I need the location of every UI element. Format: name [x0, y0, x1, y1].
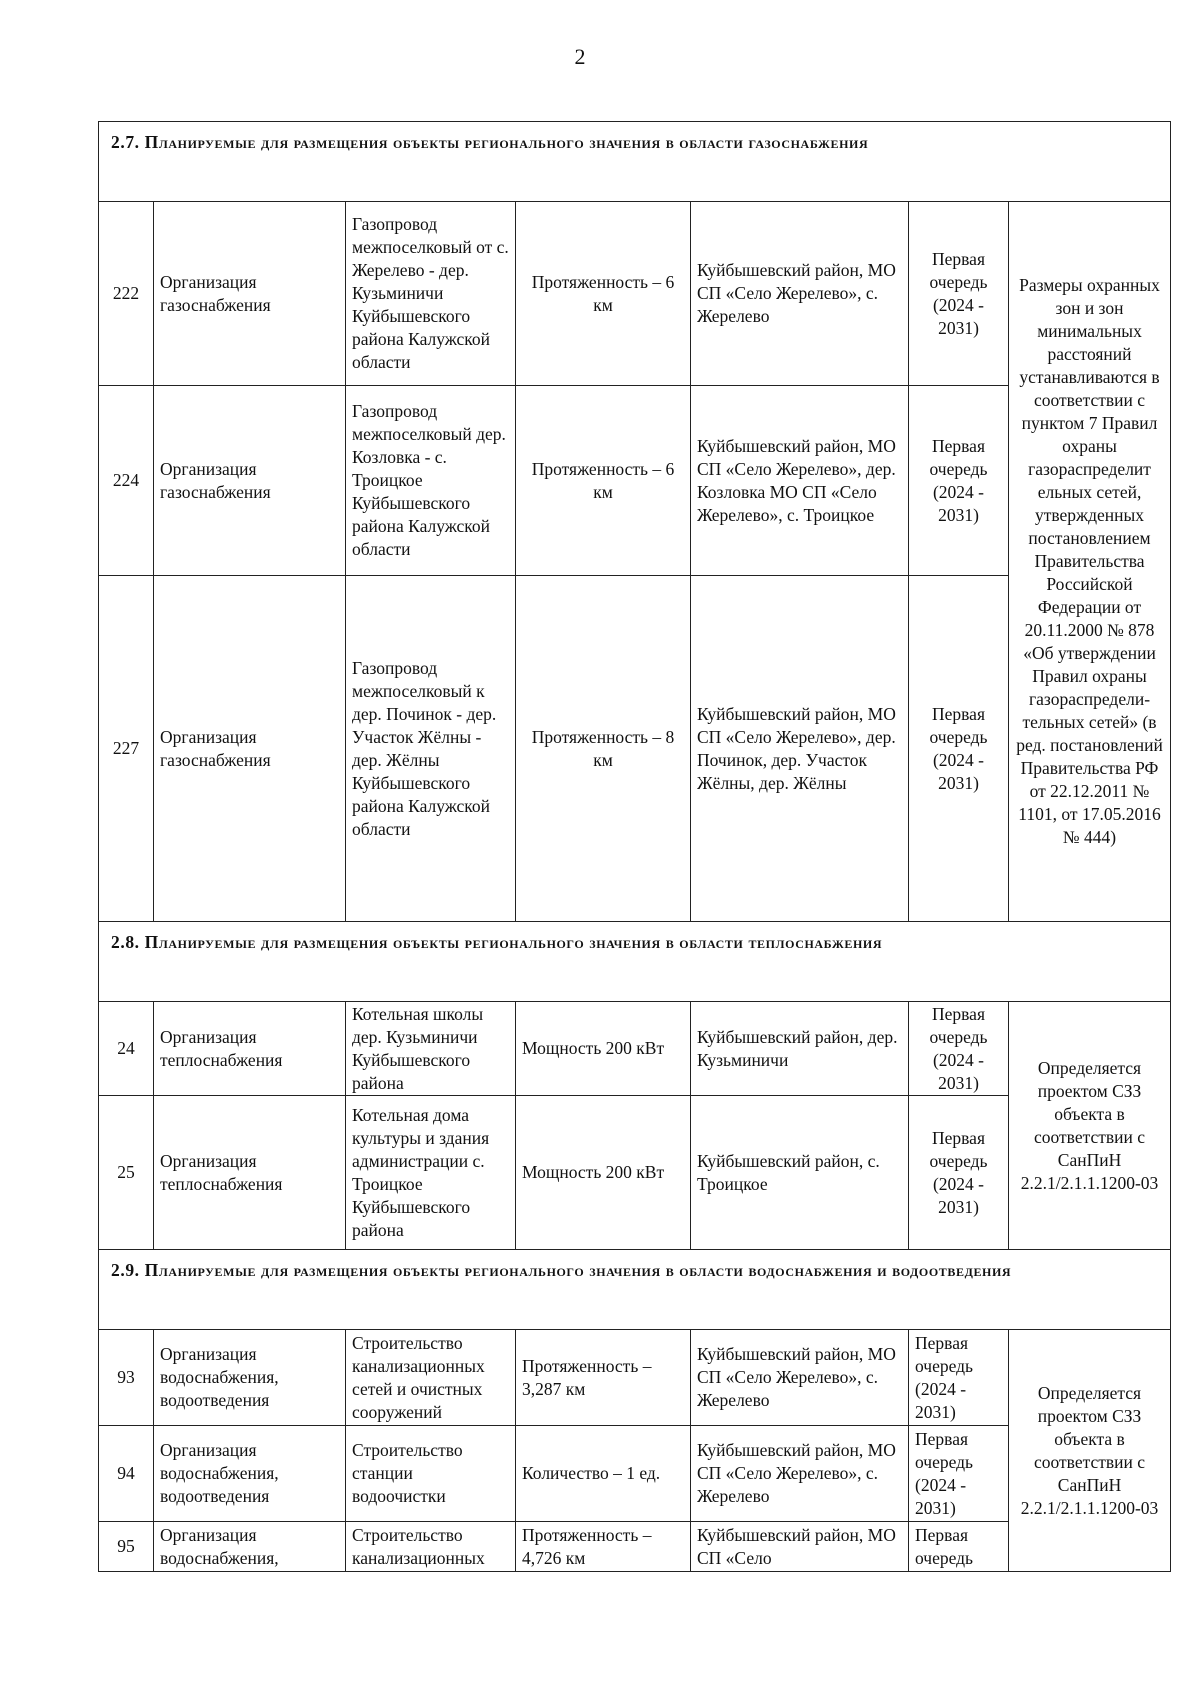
row-stage: Первая очередь (2024 - 2031)	[909, 386, 1009, 576]
section-note: Определяется проектом СЗЗ объекта в соответствии с СанПиН 2.2.1/2.1.1.1200-03	[1009, 1330, 1171, 1572]
row-stage: Первая очередь (2024 - 2031)	[909, 1002, 1009, 1096]
section-title-heat: 2.8. Планируемые для размещения объекты регионального значения в области теплоснабжения	[99, 922, 1171, 1002]
table-row	[99, 202, 1171, 386]
row-object: Строительство станции водоочистки	[346, 1426, 516, 1522]
row-type: Организация газоснабжения	[154, 576, 346, 922]
row-type: Организация теплоснабжения	[154, 1002, 346, 1096]
row-number: 24	[99, 1002, 154, 1096]
row-location: Куйбышевский район, МО СП «Село Жерелево», дер. Козловка МО СП «Село Жерелево», с. Троицкое	[691, 386, 909, 576]
row-param: Мощность 200 кВт	[516, 1002, 691, 1096]
row-stage: Первая очередь (2024 - 2031)	[909, 1330, 1009, 1426]
row-param: Мощность 200 кВт	[516, 1096, 691, 1250]
row-type: Организация газоснабжения	[154, 386, 346, 576]
row-location: Куйбышевский район, МО СП «Село Жерелево», с. Жерелево	[691, 1330, 909, 1426]
row-type: Организация теплоснабжения	[154, 1096, 346, 1250]
row-stage: Первая очередь (2024 - 2031)	[909, 1426, 1009, 1522]
row-stage: Первая очередь (2024 - 2031)	[909, 1096, 1009, 1250]
row-object: Строительство канализационных	[346, 1522, 516, 1572]
row-stage: Первая очередь	[909, 1522, 1009, 1572]
row-param: Протяженность – 4,726 км	[516, 1522, 691, 1572]
row-type: Организация газоснабжения	[154, 202, 346, 386]
row-type: Организация водоснабжения,	[154, 1522, 346, 1572]
table-row	[99, 1330, 1171, 1426]
row-location: Куйбышевский район, МО СП «Село Жерелево», с. Жерелево	[691, 1426, 909, 1522]
row-param: Количество – 1 ед.	[516, 1426, 691, 1522]
section-note: Размеры охранных зон и зон минимальных расстояний устанавливаются в соответствии с пунктом 7 Правил охраны газораспределит ельных сетей, утвержденных постановлением Правительства Российской Федерации от 20.11.2000 № 878 «Об утверждении Правил охраны газораспредели-тельных сетей» (в ред. постановлений Правительства РФ от 22.12.2011 № 1101, от 17.05.2016 № 444)	[1009, 202, 1171, 922]
row-number: 94	[99, 1426, 154, 1522]
row-object: Котельная школы дер. Кузьминичи Куйбышевского района	[346, 1002, 516, 1096]
page-number: 2	[574, 44, 586, 69]
row-location: Куйбышевский район, МО СП «Село Жерелево», с. Жерелево	[691, 202, 909, 386]
row-number: 224	[99, 386, 154, 576]
row-object: Котельная дома культуры и здания администрации с. Троицкое Куйбышевского района	[346, 1096, 516, 1250]
row-location: Куйбышевский район, МО СП «Село	[691, 1522, 909, 1572]
row-location: Куйбышевский район, с. Троицкое	[691, 1096, 909, 1250]
row-type: Организация водоснабжения, водоотведения	[154, 1330, 346, 1426]
row-number: 95	[99, 1522, 154, 1572]
row-object: Газопровод межпоселковый дер. Козловка - с. Троицкое Куйбышевского района Калужской области	[346, 386, 516, 576]
row-param: Протяженность – 6 км	[516, 386, 691, 576]
row-location: Куйбышевский район, дер. Кузьминичи	[691, 1002, 909, 1096]
row-param: Протяженность – 8 км	[516, 576, 691, 922]
row-object: Газопровод межпоселковый от с. Жерелево - дер. Кузьминичи Куйбышевского района Калужской области	[346, 202, 516, 386]
row-location: Куйбышевский район, МО СП «Село Жерелево», дер. Починок, дер. Участок Жёлны, дер. Жёлны	[691, 576, 909, 922]
row-object: Строительство канализационных сетей и очистных сооружений	[346, 1330, 516, 1426]
row-param: Протяженность – 6 км	[516, 202, 691, 386]
section-title-water: 2.9. Планируемые для размещения объекты регионального значения в области водоснабжения и водоотведения	[99, 1250, 1171, 1330]
table-row	[99, 1002, 1171, 1096]
section-note: Определяется проектом СЗЗ объекта в соответствии с СанПиН 2.2.1/2.1.1.1200-03	[1009, 1002, 1171, 1250]
row-param: Протяженность – 3,287 км	[516, 1330, 691, 1426]
row-object: Газопровод межпоселковый к дер. Починок - дер. Участок Жёлны - дер. Жёлны Куйбышевского района Калужской области	[346, 576, 516, 922]
row-stage: Первая очередь (2024 - 2031)	[909, 202, 1009, 386]
row-number: 227	[99, 576, 154, 922]
row-type: Организация водоснабжения, водоотведения	[154, 1426, 346, 1522]
section-title-gas: 2.7. Планируемые для размещения объекты регионального значения в области газоснабжения	[99, 122, 1171, 202]
row-number: 222	[99, 202, 154, 386]
row-stage: Первая очередь (2024 - 2031)	[909, 576, 1009, 922]
row-number: 93	[99, 1330, 154, 1426]
row-number: 25	[99, 1096, 154, 1250]
objects-table	[98, 121, 1171, 1572]
